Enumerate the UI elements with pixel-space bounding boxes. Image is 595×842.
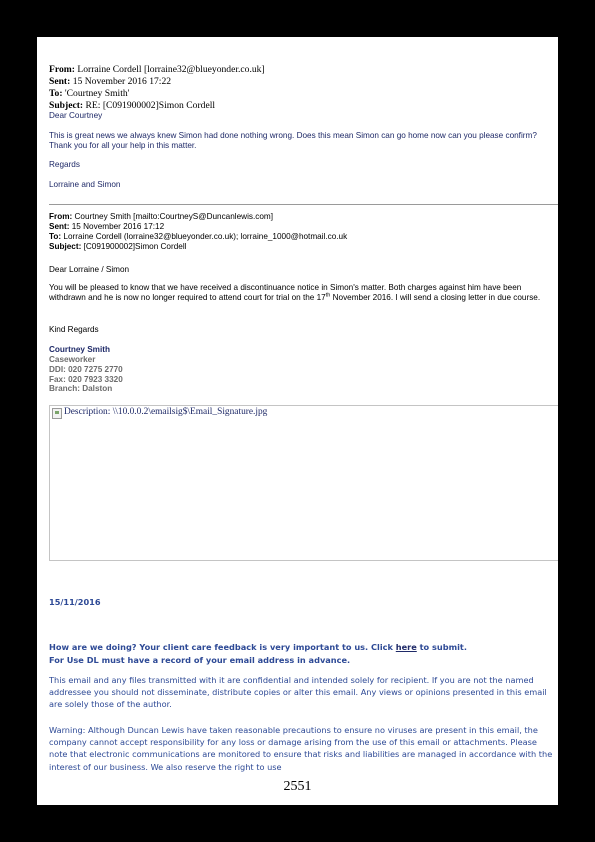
reply-from-line	[49, 64, 265, 75]
reply-sent-line	[49, 76, 171, 87]
to-value: 'Courtney Smith'	[64, 88, 130, 99]
signature-branch: Branch: Dalston	[49, 384, 113, 393]
reply-signoff: Lorraine and Simon	[49, 180, 121, 189]
sent-label: Sent:	[49, 222, 70, 231]
original-from-line	[49, 212, 273, 221]
feedback-text: How are we doing? Your client care feedback is very important to us. Click	[49, 642, 396, 652]
to-label: To:	[49, 232, 62, 241]
sent-value: 15 November 2016 17:22	[72, 76, 172, 87]
footer-date: 15/11/2016	[49, 597, 101, 607]
subject-value: RE: [C091900002]Simon Cordell	[85, 100, 216, 111]
signature-ddi: DDI: 020 7275 2770	[49, 365, 123, 374]
from-label: From:	[49, 212, 73, 221]
broken-image-icon	[52, 408, 62, 419]
sent-label: Sent:	[49, 76, 71, 87]
confidentiality-notice: This email and any files transmitted with it are confidential and intended solely for recipient. If you are not the named addressee you should not disseminate, distribute copies or alter this email. Any views or opinions presented in this email are solely those of the author.	[49, 675, 547, 710]
subject-label: Subject:	[49, 100, 84, 111]
signature-role: Caseworker	[49, 355, 96, 364]
virus-warning-notice: Warning: Although Duncan Lewis have taken reasonable precautions to ensure no viruses are present in this email, the company cannot accept responsibility for any loss or damage arising from the use of this email or attachments. Please note that electronic communications are monitored to ensure that risks and liabilities are managed in accordance with the interest of our business. We also reserve the right to use	[49, 725, 553, 772]
feedback-text-end: to submit.	[416, 642, 467, 652]
signature-image-placeholder	[49, 405, 558, 561]
from-label: From:	[49, 64, 75, 75]
original-greeting: Dear Lorraine / Simon	[49, 265, 130, 274]
body-text-end: November 2016. I will send a closing letter in due course.	[330, 293, 541, 303]
to-label: To:	[49, 88, 63, 99]
from-value: Courtney Smith [mailto:CourtneyS@Duncanlewis.com]	[74, 212, 274, 221]
sent-value: 15 November 2016 17:12	[71, 222, 165, 231]
signature-fax: Fax: 020 7923 3320	[49, 375, 123, 384]
original-body	[49, 283, 556, 303]
reply-regards: Regards	[49, 160, 80, 169]
reply-subject-line	[49, 100, 215, 111]
reply-body: This is great news we always knew Simon had done nothing wrong. Does this mean Simon can go home now can you please confirm? Thank you for all your help in this matter.	[49, 131, 537, 151]
feedback-line-2: For Use DL must have a record of your email address in advance.	[49, 655, 351, 665]
header-divider	[49, 204, 558, 205]
original-kind-regards: Kind Regards	[49, 325, 99, 334]
subject-label: Subject:	[49, 242, 82, 251]
subject-value: [C091900002]Simon Cordell	[83, 242, 187, 251]
original-subject-line	[49, 242, 186, 251]
reply-to-line	[49, 88, 129, 99]
ordinal-suffix: th	[325, 292, 331, 299]
to-value: Lorraine Cordell (lorraine32@blueyonder.co.uk); lorraine_1000@hotmail.co.uk	[63, 232, 348, 241]
reply-greeting: Dear Courtney	[49, 111, 103, 120]
feedback-here-link[interactable]: here	[395, 642, 417, 652]
original-to-line	[49, 232, 347, 241]
body-text: You will be pleased to know that we have received a discontinuance notice in Simon's matter. Both charges against him have been withdrawn and he is now no longer required to attend court for trial on the 17	[49, 283, 522, 303]
signature-name: Courtney Smith	[49, 345, 110, 354]
feedback-line	[49, 641, 556, 653]
from-value: Lorraine Cordell [lorraine32@blueyonder.co.uk]	[77, 64, 265, 75]
page-number: 2551	[283, 779, 312, 794]
signature-image-alt: Description: \\10.0.0.2\emailsig$\Email_Signature.jpg	[64, 407, 268, 417]
original-sent-line	[49, 222, 164, 231]
document-page	[37, 37, 558, 805]
